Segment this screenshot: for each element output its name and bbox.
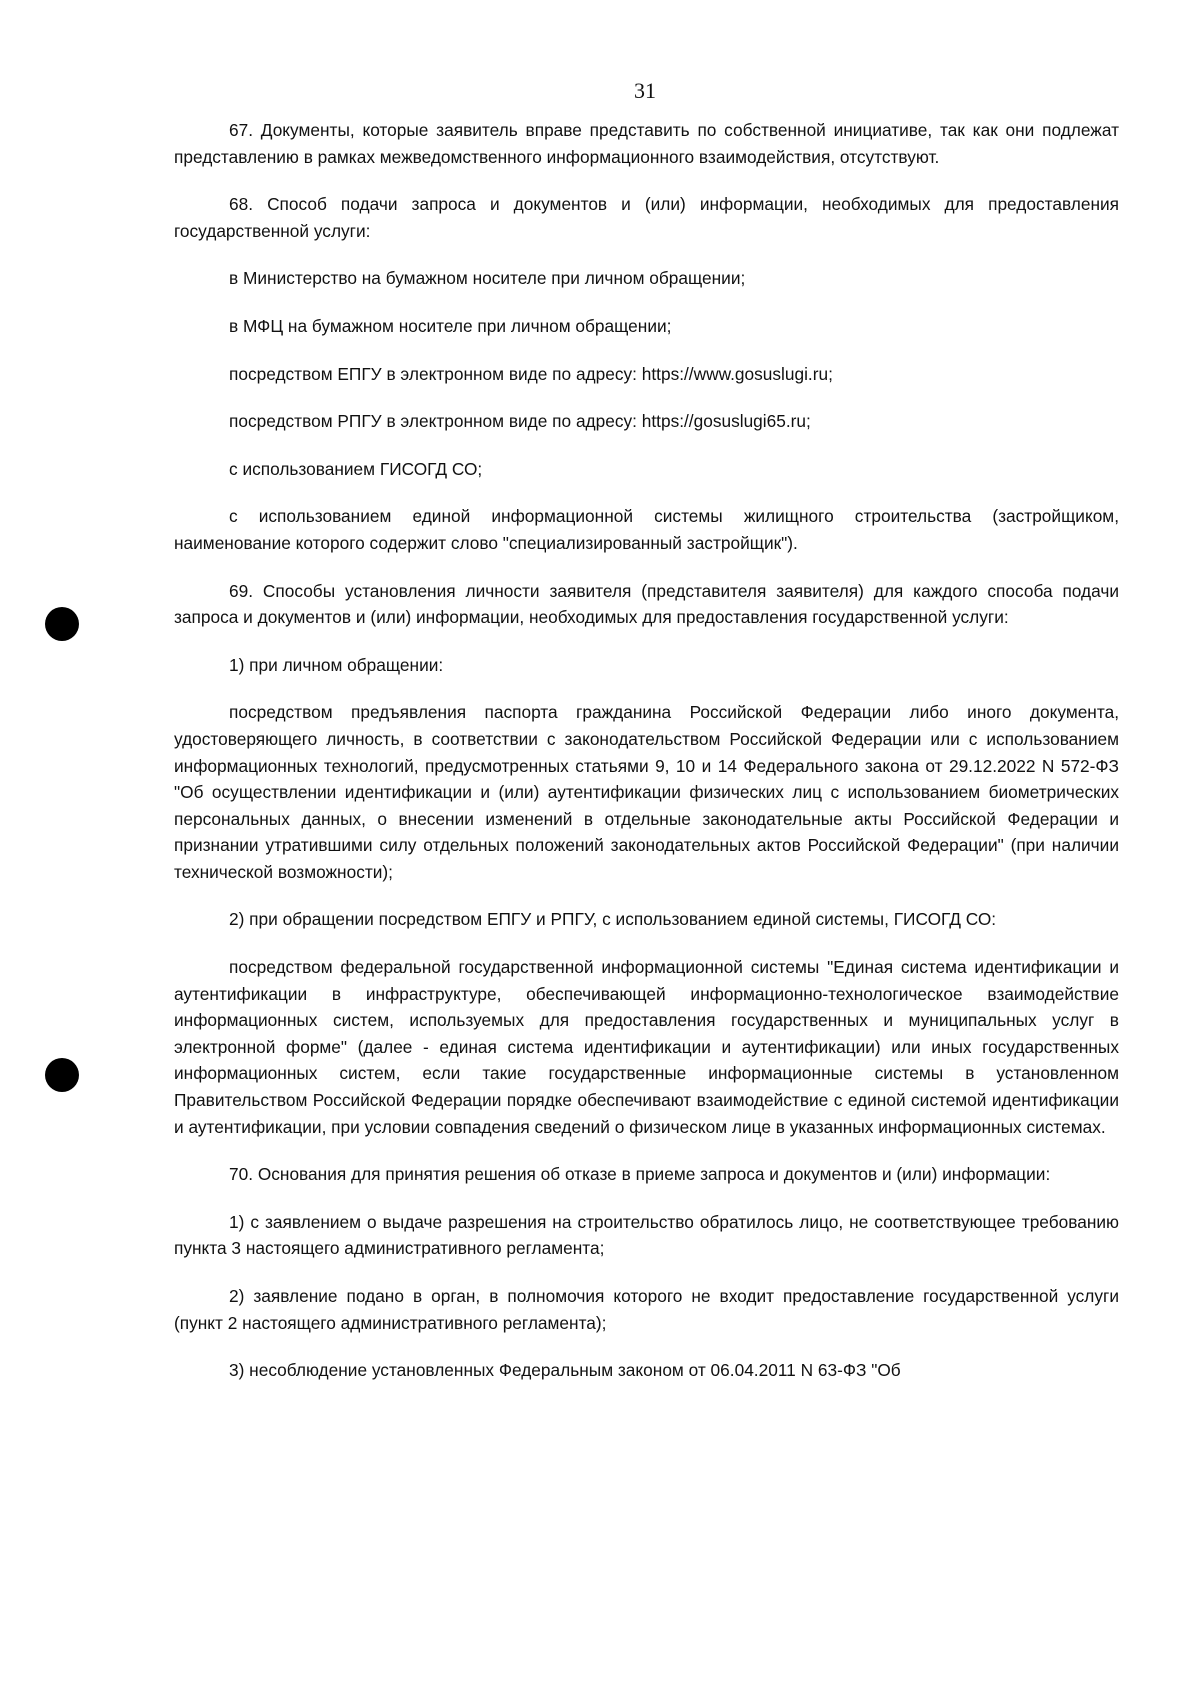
page-number: 31 xyxy=(634,78,656,103)
submission-method-rpgu: посредством РПГУ в электронном виде по адресу: https://gosuslugi65.ru; xyxy=(229,411,811,432)
identification-in-person-text: посредством предъявления паспорта гражданина Российской Федерации либо иного документа, удостоверяющего личность, в соответствии с законодательством Российской Федерации или с использованием информационных технологий, предусмотренных статьями 9, 10 и 14 Федерального закона от 29.12.2022 N 572-ФЗ "Об осуществлении идентификации и (или) аутентификации физических лиц с использованием биометрических персональных данных, о внесении изменений в отдельные законодательные акты Российской Федерации и признании утратившими силу отдельных положений законодательных актов Российской Федерации" (при наличии технической возможности); xyxy=(174,702,1119,882)
identification-in-person-heading: 1) при личном обращении: xyxy=(229,654,444,675)
refusal-ground-2: 2) заявление подано в орган, в полномочия которого не входит предоставление государственной услуги (пункт 2 настоящего административного регламента); xyxy=(174,1286,1119,1333)
paragraph-69: 69. Способы установления личности заявителя (представителя заявителя) для каждого способа подачи запроса и документов и (или) информации, необходимых для предоставления государственной услуги: xyxy=(174,580,1119,628)
submission-method-mfc: в МФЦ на бумажном носителе при личном обращении; xyxy=(229,315,672,336)
document-body xyxy=(174,117,1119,1384)
binder-hole xyxy=(45,607,79,641)
refusal-ground-1: 1) с заявлением о выдаче разрешения на строительство обратилось лицо, не соответствующее требованию пункта 3 настоящего административного регламента; xyxy=(174,1211,1119,1259)
paragraph-68: 68. Способ подачи запроса и документов и (или) информации, необходимых для предоставления государственной услуги: xyxy=(174,194,1119,241)
paragraph-67: 67. Документы, которые заявитель вправе представить по собственной инициативе, так как они подлежат представлению в рамках межведомственного информационного взаимодействия, отсутствуют. xyxy=(174,120,1119,167)
paragraph-70: 70. Основания для принятия решения об отказе в приеме запроса и документов и (или) информации: xyxy=(229,1164,1051,1185)
submission-method-gisogd: с использованием ГИСОГД СО; xyxy=(229,458,483,479)
submission-method-housing-system: с использованием единой информационной системы жилищного строительства (застройщиком, наименование которого содержит слово "специализированный застройщик"). xyxy=(174,506,1119,553)
binder-hole xyxy=(45,1058,79,1092)
submission-method-ministry: в Министерство на бумажном носителе при личном обращении; xyxy=(229,268,746,289)
submission-method-epgu: посредством ЕПГУ в электронном виде по адресу: https://www.gosuslugi.ru; xyxy=(229,363,833,384)
identification-online-heading: 2) при обращении посредством ЕПГУ и РПГУ, с использованием единой системы, ГИСОГД СО: xyxy=(229,909,997,930)
refusal-ground-3: 3) несоблюдение установленных Федеральным законом от 06.04.2011 N 63-ФЗ "Об xyxy=(229,1360,901,1381)
identification-online-text: посредством федеральной государственной информационной системы "Единая система идентификации и аутентификации в инфраструктуре, обеспечивающей информационно-технологическое взаимодействие информационных систем, используемых для предоставления государственных и муниципальных услуг в электронной форме" (далее - единая система идентификации и аутентификации) или иных государственных информационных систем, если такие государственные информационные системы в установленном Правительством Российской Федерации порядке обеспечивают взаимодействие с единой системой идентификации и аутентификации, при условии совпадения сведений о физическом лице в указанных информационных системах. xyxy=(174,957,1119,1137)
